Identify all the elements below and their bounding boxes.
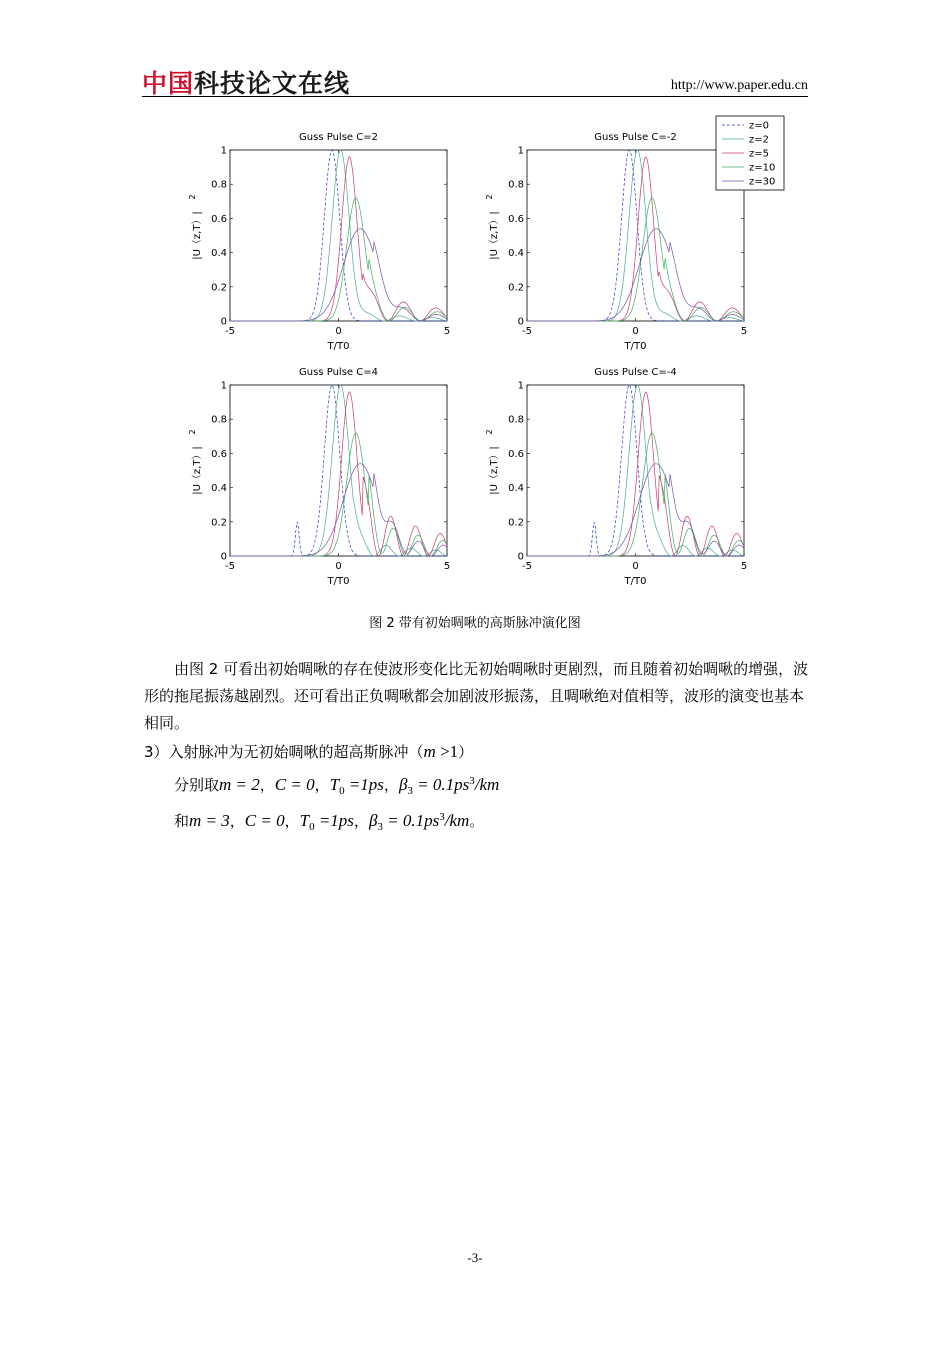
plot-frame	[230, 150, 447, 321]
line-1-sep-1: ，	[259, 776, 275, 794]
paragraph-1: 由图 2 可看出初始啁啾的存在使波形变化比无初始啁啾时更剧烈，而且随着初始啁啾的增强，波形的拖尾振荡越剧烈。还可看出正负啁啾都会加剧波形振荡，且啁啾绝对值相等，波形的演变也基本相同。	[144, 660, 809, 732]
y-tick-label: 0.2	[211, 282, 227, 294]
legend-label: z=30	[749, 176, 776, 188]
plot-title: Guss Pulse C=-4	[594, 367, 677, 378]
x-axis-label: T/T0	[624, 576, 647, 587]
y-tick-label: 0	[517, 316, 524, 328]
plot-panel-1	[188, 132, 450, 352]
item-3-math-rest: >1	[435, 742, 459, 761]
figure-caption: 图 2 带有初始啁啾的高斯脉冲演化图	[369, 616, 581, 631]
y-tick-label: 1	[517, 145, 524, 157]
line-1-prefix: 分别取	[174, 776, 220, 794]
line-2-beta: β	[368, 811, 378, 830]
line-2-beta-val: = 0.1ps	[382, 811, 440, 830]
x-tick-label: -5	[522, 561, 532, 572]
y-tick-label: 0.8	[211, 414, 227, 426]
y-axis-label-superscript: 2	[188, 194, 197, 200]
line-1-t: T	[329, 775, 340, 794]
line-1-t-val: =1ps	[344, 775, 384, 794]
line-1-beta-sub: 3	[407, 785, 413, 797]
y-tick-label: 0.6	[508, 448, 524, 460]
y-tick-label: 1	[220, 145, 227, 157]
figure-2-chart	[0, 0, 950, 600]
item-3-prefix: 3）入射脉冲为无初始啁啾的超高斯脉冲（	[144, 743, 424, 761]
legend-label: z=10	[749, 162, 776, 174]
x-tick-label: 0	[632, 561, 639, 572]
x-axis-label: T/T0	[327, 341, 350, 352]
x-tick-label: -5	[225, 326, 235, 337]
line-2-m: m = 3	[189, 811, 230, 830]
x-tick-label: 0	[335, 326, 342, 337]
legend-label: z=0	[749, 120, 769, 132]
x-axis-label: T/T0	[624, 341, 647, 352]
y-axis-label: |U（z,T）|	[192, 211, 203, 260]
line-2-c: C = 0	[244, 811, 285, 830]
line-2-prefix: 和	[174, 812, 190, 830]
line-2-t-val: =1ps	[314, 811, 354, 830]
x-tick-label: 5	[443, 326, 451, 337]
x-tick-label: 5	[443, 561, 451, 572]
line-1-unit: /km	[474, 775, 500, 794]
y-axis-label-superscript: 2	[485, 194, 494, 200]
y-axis-label-superscript: 2	[188, 429, 197, 435]
legend-label: z=2	[749, 134, 769, 146]
plot-title: Guss Pulse C=4	[299, 367, 378, 378]
y-tick-label: 0.2	[508, 517, 524, 529]
line-1-t-sub: 0	[339, 785, 345, 797]
line-2-t-sub: 0	[309, 821, 315, 833]
legend-label: z=5	[749, 148, 769, 160]
line-1-m: m = 2	[219, 775, 260, 794]
y-tick-label: 0.8	[211, 179, 227, 191]
plot-panel-4	[485, 367, 747, 587]
parameter-line-2	[144, 804, 840, 841]
line-1-beta-val: = 0.1ps	[412, 775, 470, 794]
line-2-sep-3: ，	[353, 812, 369, 830]
y-tick-label: 1	[517, 380, 524, 392]
plot-panel-2	[485, 132, 747, 352]
item-3-suffix: ）	[458, 743, 474, 761]
x-tick-label: 5	[740, 561, 748, 572]
plot-title: Guss Pulse C=-2	[594, 132, 677, 143]
item-3-heading	[144, 738, 810, 766]
plot-frame	[230, 385, 447, 556]
line-2-end: 。	[469, 812, 485, 830]
x-tick-label: -5	[225, 561, 235, 572]
line-2-t: T	[299, 811, 310, 830]
line-2-beta-sub: 3	[377, 821, 383, 833]
line-1-sep-3: ，	[383, 776, 399, 794]
logo-dark-text: 科技论文在线	[194, 69, 351, 98]
parameter-line-1	[144, 768, 840, 805]
chart-legend	[716, 116, 784, 190]
x-axis-label: T/T0	[327, 576, 350, 587]
x-tick-label: -5	[522, 326, 532, 337]
y-tick-label: 0.2	[508, 282, 524, 294]
x-tick-label: 0	[632, 326, 639, 337]
y-tick-label: 0.8	[508, 414, 524, 426]
line-1-beta: β	[398, 775, 408, 794]
header-url[interactable]: http://www.paper.edu.cn	[670, 78, 808, 93]
y-tick-label: 0.4	[211, 248, 227, 260]
page-number: -3-	[467, 1250, 483, 1265]
y-axis-label: |U（z,T）|	[192, 446, 203, 495]
line-1-c: C = 0	[274, 775, 315, 794]
y-axis-label-superscript: 2	[485, 429, 494, 435]
line-2-beta-sup: 3	[439, 811, 445, 823]
y-tick-label: 0.2	[211, 517, 227, 529]
item-3-math-var: m	[423, 742, 436, 761]
line-1-sep-2: ，	[314, 776, 330, 794]
plot-panel-3	[188, 367, 450, 587]
y-axis-label: |U（z,T）|	[489, 211, 500, 260]
y-tick-label: 0.6	[211, 448, 227, 460]
line-2-sep-1: ，	[229, 812, 245, 830]
line-2-unit: /km	[444, 811, 470, 830]
logo-red-text: 中国	[142, 69, 195, 98]
x-tick-label: 5	[740, 326, 748, 337]
y-tick-label: 1	[220, 380, 227, 392]
y-tick-label: 0.4	[508, 248, 524, 260]
y-tick-label: 0	[220, 316, 227, 328]
y-tick-label: 0.4	[211, 483, 227, 495]
y-tick-label: 0	[220, 551, 227, 563]
y-axis-label: |U（z,T）|	[489, 446, 500, 495]
y-tick-label: 0.6	[211, 213, 227, 225]
y-tick-label: 0.8	[508, 179, 524, 191]
y-tick-label: 0.4	[508, 483, 524, 495]
y-tick-label: 0	[517, 551, 524, 563]
x-tick-label: 0	[335, 561, 342, 572]
plot-title: Guss Pulse C=2	[299, 132, 378, 143]
line-1-beta-sup: 3	[469, 775, 475, 787]
line-2-sep-2: ，	[284, 812, 300, 830]
y-tick-label: 0.6	[508, 213, 524, 225]
